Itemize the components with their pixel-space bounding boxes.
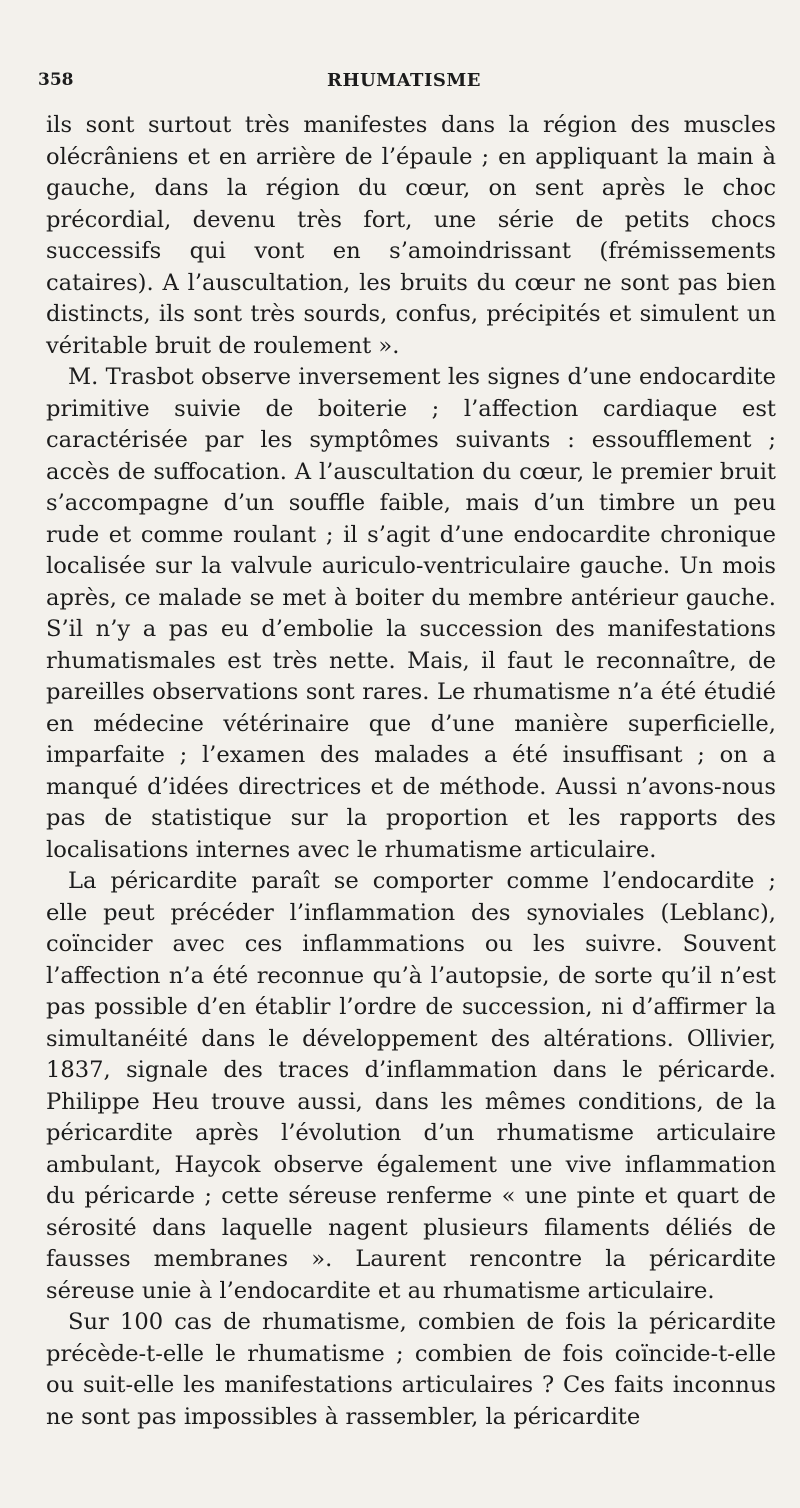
page-header [38,70,770,100]
page-number: 358 [38,70,74,90]
page-body [46,110,776,1433]
paragraph-pericardite: La péricardite paraît se comporter comme l’endocardite ; elle peut précéder l’inflammation des synoviales (Leblanc), coïncider avec ces inflammations ou les suivre. Souvent l’affection n’a été reconnue qu’à l’autopsie, de sorte qu’il n’est pas possible d’en établir l’ordre de succession, ni d’affirmer la simultanéité dans le développement des altérations. Ollivier, 1837, signale des traces d’inflammation dans le péricarde. Philippe Heu trouve aussi, dans les mêmes conditions, de la péricardite après l’évolution d’un rhumatisme articulaire ambulant, Haycok observe également une vive inflammation du péricarde ; cette séreuse renferme « une pinte et quart de sérosité dans laquelle nagent plusieurs filaments déliés de fausses membranes ». Laurent rencontre la péricardite séreuse unie à l’endocardite et au rhumatisme articulaire. [46,868,776,1304]
paragraph-continued: ils sont surtout très manifestes dans la région des muscles olécrâniens et en arrière de l’épaule ; en appliquant la main à gauche, dans la région du cœur, on sent après le choc précordial, devenu très fort, une série de petits chocs successifs qui vont en s’amoindrissant (frémissements cataires). A l’auscultation, les bruits du cœur ne sont pas bien distincts, ils sont très sourds, confus, précipités et simulent un véritable bruit de roulement ». [46,112,776,359]
paragraph-trasbot: M. Trasbot observe inversement les signes d’une endocardite primitive suivie de boiterie ; l’affection cardiaque est caractérisée par les symptômes suivants : essoufflement ; accès de suffocation. A l’auscultation du cœur, le premier bruit s’accompagne d’un souffle faible, mais d’un timbre un peu rude et comme roulant ; il s’agit d’une endocardite chronique localisée sur la valvule auriculo-ventriculaire gauche. Un mois après, ce malade se met à boiter du membre antérieur gauche. S’il n’y a pas eu d’embolie la succession des manifestations rhumatismales est très nette. Mais, il faut le reconnaître, de pareilles observations sont rares. Le rhumatisme n’a été étudié en médecine vétérinaire que d’une manière superficielle, imparfaite ; l’examen des malades a été insuffisant ; on a manqué d’idées directrices et de méthode. Aussi n’avons-nous pas de statistique sur la proportion et les rapports des localisations internes avec le rhumatisme articulaire. [46,364,776,863]
paragraph-statistics: Sur 100 cas de rhumatisme, combien de fois la péricardite précède-t-elle le rhumatisme ; combien de fois coïncide-t-elle ou suit-elle les manifestations articulaires ? Ces faits inconnus ne sont pas impossibles à rassembler, la péricardite [46,1309,776,1430]
running-title: RHUMATISME [326,70,482,91]
